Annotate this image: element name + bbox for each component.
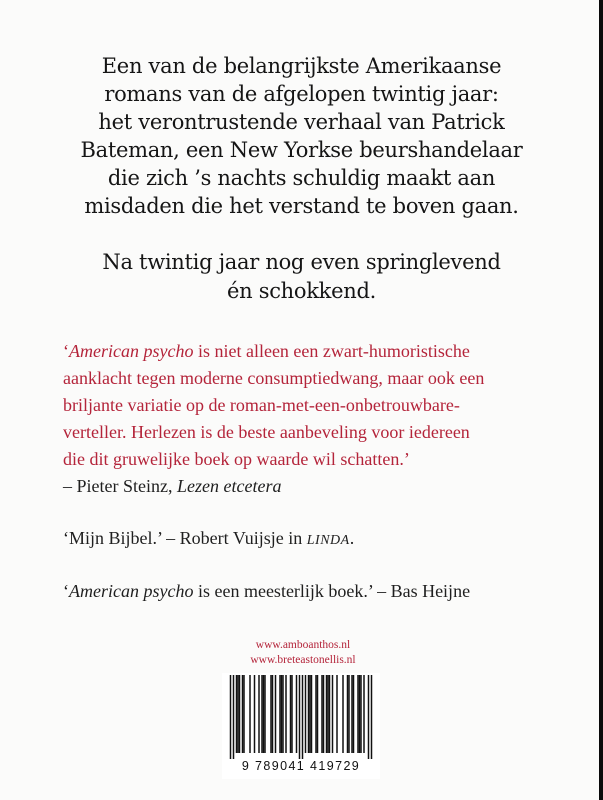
barcode-bar — [230, 675, 232, 759]
barcode-bar — [285, 675, 287, 753]
review-text: is niet alleen een zwart-humoristische — [193, 341, 470, 361]
blurb-line: het verontrustende verhaal van Patrick — [98, 110, 505, 134]
barcode-bar — [299, 675, 301, 759]
barcode-bar — [291, 675, 293, 753]
barcode-bar — [236, 675, 238, 753]
attribution-author: – Pieter Steinz, — [63, 476, 177, 496]
url-link[interactable]: www.amboanthos.nl — [255, 639, 351, 651]
barcode-bar — [279, 675, 281, 753]
review-line: verteller. Herlezen is de beste aanbeveling voor iedereen — [63, 422, 470, 442]
barcode-bar — [347, 675, 349, 753]
quote-text: is een meesterlijk boek.’ – Bas Heijne — [193, 581, 471, 601]
quote-text: ‘Mijn Bijbel.’ – Robert Vuijsje in — [63, 528, 307, 548]
barcode-bar — [321, 675, 323, 753]
blurb-line: Een van de belangrijkste Amerikaanse — [101, 54, 502, 78]
barcode-bar — [258, 675, 260, 753]
blurb-line: romans van de afgelopen twintig jaar: — [104, 82, 499, 106]
blurb-line: die zich ’s nachts schuldig maakt aan — [107, 166, 496, 190]
barcode-bar — [357, 675, 359, 753]
review-line: die dit gruwelijke boek op waarde wil schatten.’ — [63, 449, 410, 469]
barcode-bar — [272, 675, 274, 753]
barcode-bar — [359, 675, 361, 753]
isbn-number: 9 789041 419729 — [241, 759, 361, 773]
review-line — [63, 338, 563, 365]
barcode-bar — [326, 675, 328, 753]
barcode-bar — [243, 675, 245, 753]
quote-bas-heijne — [63, 578, 470, 604]
barcode-bar — [327, 675, 329, 753]
barcode-bar — [239, 675, 241, 753]
barcode-bar — [317, 675, 319, 753]
barcode-bar — [360, 675, 362, 753]
barcode-bar — [329, 675, 331, 753]
quote-robert-vuijsje: ‘Mijn Bijbel.’ – Robert Vuijsje in LINDA. — [63, 528, 355, 548]
barcode-bar — [315, 675, 317, 753]
barcode-bar — [270, 675, 272, 753]
barcode-bar — [264, 675, 266, 753]
tagline-line: én schokkend. — [227, 279, 376, 303]
open-quote: ‘ — [63, 581, 69, 601]
open-quote: ‘ — [63, 341, 69, 361]
barcode-bar — [254, 675, 256, 753]
barcode-bars — [222, 673, 380, 759]
tagline-line: Na twintig jaar nog even springlevend — [102, 250, 501, 274]
barcode-bar — [261, 675, 263, 753]
barcode-bar — [353, 675, 355, 753]
barcode-bar — [332, 675, 334, 753]
tagline — [60, 248, 543, 306]
barcode-bar — [305, 675, 307, 753]
barcode-bar — [309, 675, 311, 753]
review-attribution — [63, 473, 281, 499]
barcode-bar — [237, 675, 239, 753]
url-link[interactable]: www.breteastonellis.nl — [250, 654, 356, 666]
barcode-bar — [371, 675, 373, 759]
barcode-bar — [323, 675, 325, 753]
review-line: briljante variatie op de roman-met-een-onbetrouwbare- — [63, 395, 460, 415]
barcode-bar — [275, 675, 277, 753]
barcode-bar — [263, 675, 265, 753]
blurb-line: Bateman, een New Yorkse beurshandelaar — [80, 138, 523, 162]
barcode-bar — [351, 675, 353, 753]
barcode-bar — [308, 675, 310, 753]
review-line: aanklacht tegen moderne consumptiedwang, maar ook een — [63, 368, 485, 388]
barcode-bar — [242, 675, 244, 753]
barcode-bar — [233, 675, 235, 759]
blurb-paragraph — [60, 52, 543, 220]
book-title: American psycho — [69, 341, 194, 361]
barcode-bar — [249, 675, 251, 753]
book-title: American psycho — [69, 581, 194, 601]
barcode-bar — [302, 675, 304, 759]
barcode-bar — [311, 675, 313, 753]
barcode — [222, 673, 380, 779]
barcode-bar — [368, 675, 370, 759]
barcode-bar — [296, 675, 298, 753]
barcode-bar — [348, 675, 350, 753]
barcode-bar — [363, 675, 365, 753]
blurb-line: misdaden die het verstand te boven gaan. — [84, 194, 519, 218]
barcode-bar — [281, 675, 283, 753]
barcode-bar — [290, 675, 292, 753]
review-quote — [63, 338, 563, 473]
attribution-publication: Lezen etcetera — [176, 476, 282, 496]
quote-publication: LINDA — [306, 533, 350, 548]
publisher-urls — [228, 638, 378, 668]
barcode-bar — [342, 675, 344, 753]
barcode-bar — [336, 675, 338, 753]
barcode-bar — [282, 675, 284, 753]
